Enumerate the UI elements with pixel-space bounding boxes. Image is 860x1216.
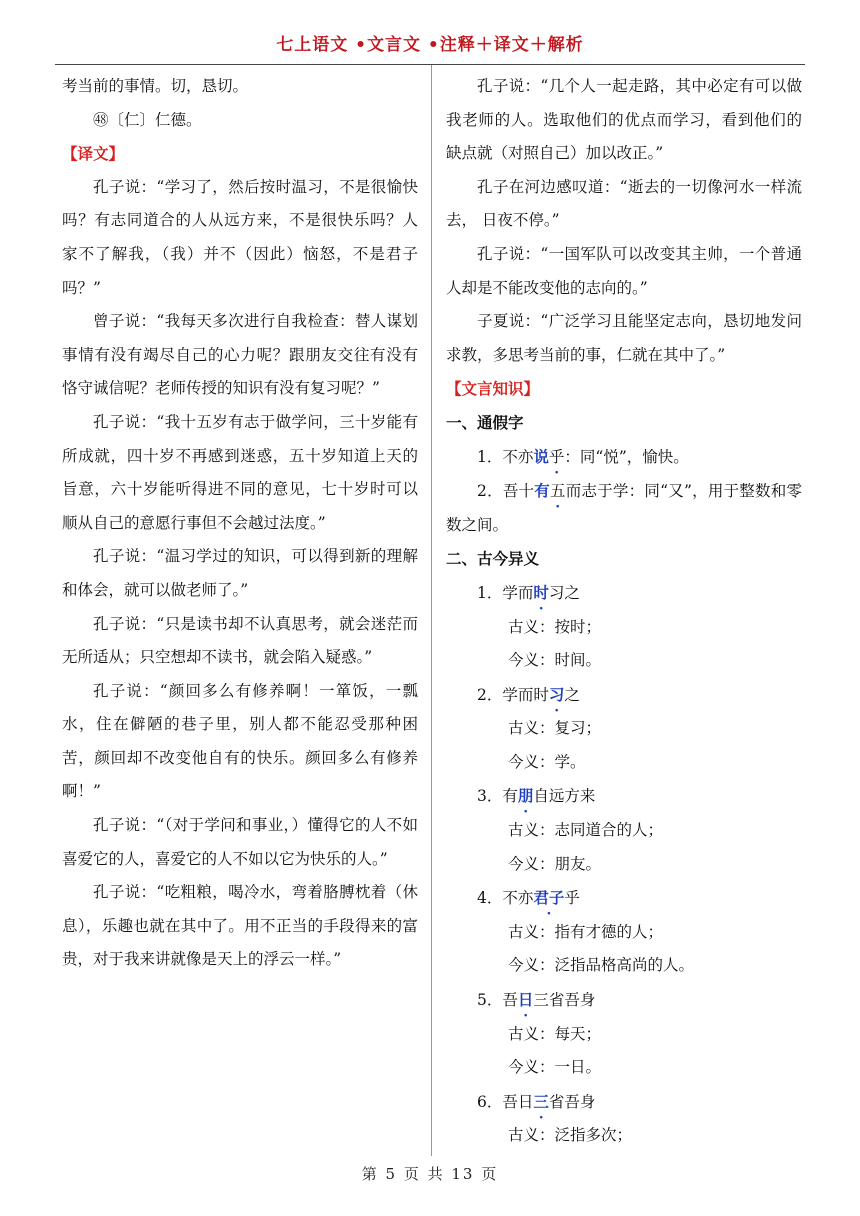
section-title-gujinyiyi: 二、古今异义 <box>446 549 540 569</box>
classical-knowledge-title: 【文言知识】 <box>446 379 540 399</box>
modern-meaning: 今义：时间。 <box>508 651 602 670</box>
gujin-item: 5．吾日三省吾身 <box>477 990 596 1010</box>
highlight-char: 时 <box>533 582 549 602</box>
highlight-char: 有 <box>534 481 551 501</box>
tongjiazi-item: 2．吾十有五而志于学：同“又”，用于整数和零数之间。 <box>446 481 802 534</box>
continued-note: 考当前的事情。切，恳切。 <box>62 77 249 95</box>
translation-title: 【译文】 <box>62 144 125 164</box>
translation-paragraph: 孔子说：“一国军队可以改变其主帅，一个普通人却是不能改变他的志向的。” <box>446 244 802 297</box>
modern-meaning: 今义：学。 <box>508 752 586 771</box>
ancient-meaning: 古义：指有才德的人； <box>508 922 664 941</box>
translation-paragraph: 孔子说：“几个人一起走路，其中必定有可以做我老师的人。选取他们的优点而学习，看到他们的缺点就（对照自己）加以改正。” <box>446 77 802 163</box>
translation-paragraph: 曾子说：“我每天多次进行自我检查：替人谋划事情有没有竭尽自己的心力呢？跟朋友交往有没有恪守诚信呢？老师传授的知识有没有复习呢？” <box>62 312 418 398</box>
tongjiazi-item: 1．不亦说乎：同“悦”，愉快。 <box>477 446 689 466</box>
modern-meaning: 今义：朋友。 <box>508 854 602 873</box>
page-header: 七上语文 •文言文 •注释＋译文＋解析 <box>276 35 584 55</box>
page-number: 第 5 页 共 13 页 <box>361 1165 499 1183</box>
ancient-meaning: 古义：志同道合的人； <box>508 821 664 840</box>
left-column <box>62 70 418 977</box>
gujin-item: 3．有朋自远方来 <box>477 786 596 806</box>
translation-paragraph: 孔子在河边感叹道：“逝去的一切像河水一样流去， 日夜不停。” <box>446 177 802 230</box>
gujin-item: 6．吾日三省吾身 <box>477 1091 596 1111</box>
modern-meaning: 今义：泛指品格高尚的人。 <box>508 956 695 975</box>
translation-paragraph: 孔子说：“我十五岁有志于做学问，三十岁能有所成就，四十岁不再感到迷惑，五十岁知道上天的旨意，六十岁能听得进不同的意见，七十岁时可以顺从自己的意愿行事但不会越过法度。” <box>62 412 418 532</box>
ancient-meaning: 古义：泛指多次； <box>508 1126 633 1145</box>
ancient-meaning: 古义：每天； <box>508 1024 602 1043</box>
header-rule <box>55 64 805 65</box>
translation-paragraph: 孔子说：“（对于学问和事业，）懂得它的人不如喜爱它的人，喜爱它的人不如以它为快乐的人。” <box>62 816 418 868</box>
highlight-char: 习 <box>548 684 565 704</box>
translation-paragraph: 孔子说：“温习学过的知识，可以得到新的理解和体会，就可以做老师了。” <box>62 547 418 599</box>
translation-paragraph: 孔子说：“颜回多么有修养啊！一箪饭，一瓢水，住在僻陋的巷子里，别人都不能忍受那种困苦，颜回却不改变他自有的快乐。颜回多么有修养啊！” <box>62 681 418 801</box>
ancient-meaning: 古义：复习； <box>508 719 602 738</box>
highlight-char: 三 <box>533 1091 549 1111</box>
note-48: ㊽〔仁〕仁德。 <box>93 110 202 129</box>
translation-paragraph: 孔子说：“吃粗粮，喝冷水，弯着胳膊枕着（休息），乐趣也就在其中了。用不正当的手段得来的富贵，对于我来讲就像是天上的浮云一样。” <box>62 883 418 969</box>
modern-meaning: 今义：一日。 <box>508 1058 602 1077</box>
highlight-char: 朋 <box>517 786 534 806</box>
highlight-char: 说 <box>533 446 549 466</box>
gujin-item: 2．学而时习之 <box>477 684 580 704</box>
translation-paragraph: 孔子说：“学习了，然后按时温习，不是很愉快吗？有志同道合的人从远方来，不是很快乐吗？人家不了解我，（我）并不（因此）恼怒，不是君子吗？” <box>62 177 418 297</box>
section-title-tongjiazi: 一、通假字 <box>446 412 524 432</box>
column-divider <box>431 65 432 1156</box>
gujin-item: 4．不亦君子乎 <box>477 888 580 908</box>
ancient-meaning: 古义：按时； <box>508 617 602 636</box>
highlight-char: 君子 <box>533 888 565 908</box>
right-column <box>446 70 802 1153</box>
translation-paragraph: 孔子说：“只是读书却不认真思考，就会迷茫而无所适从；只空想却不读书，就会陷入疑惑。” <box>62 614 418 667</box>
highlight-char: 日 <box>517 990 534 1010</box>
translation-paragraph: 子夏说：“广泛学习且能坚定志向，恳切地发问求教，多思考当前的事，仁就在其中了。” <box>446 312 802 364</box>
gujin-item: 1．学而时习之 <box>477 582 580 602</box>
